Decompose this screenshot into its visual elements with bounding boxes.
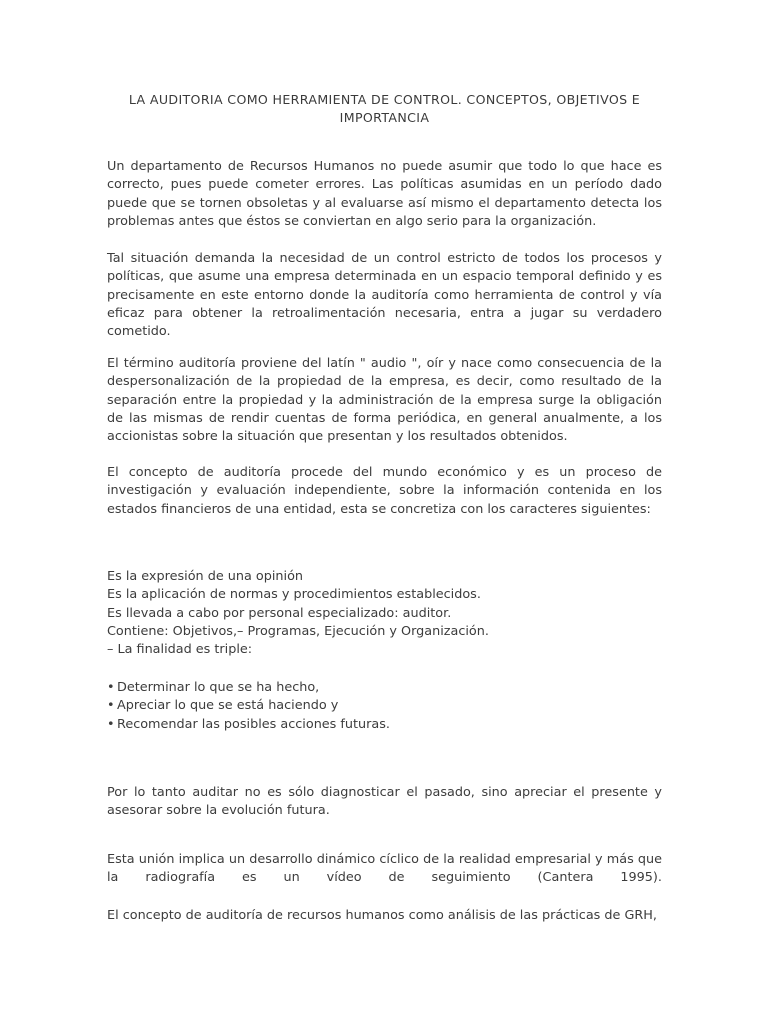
bullet-icon: • [107, 698, 115, 714]
paragraph-6: Esta unión implica un desarrollo dinámico cíclico de la realidad empresarial y más que la radiografía es un vídeo de seguimiento (Cantera 1995). [107, 852, 662, 886]
paragraph-2: Tal situación demanda la necesidad de un control estricto de todos los procesos y políticas, que asume una empresa determinada en un espacio temporal definido y es precisamente en este entorno donde la auditoría como herramienta de control y vía eficaz para obtener la retroalimentación necesaria, entra a jugar su verdadero cometido. [107, 251, 662, 340]
list-item [107, 679, 662, 697]
paragraph-1: Un departamento de Recursos Humanos no puede asumir que todo lo que hace es correcto, pues puede cometer errores. Las políticas asumidas en un período dado puede que se tornen obsoletas y al evaluarse así mismo el departamento detecta los problemas antes que éstos se conviertan en algo serio para la organización. [107, 159, 662, 229]
list-item: – La finalidad es triple: [107, 642, 253, 658]
bullet-icon: • [107, 680, 115, 695]
list-item: Contiene: Objetivos,– Programas, Ejecución y Organización. [107, 623, 489, 639]
list-item: Es la aplicación de normas y procedimientos establecidos. [107, 587, 481, 603]
list-item-text: Apreciar lo que se está haciendo y [117, 698, 339, 714]
list-item-text: Determinar lo que se ha hecho, [117, 680, 320, 695]
list-item: Es llevada a cabo por personal especializado: auditor. [107, 605, 452, 621]
purposes-list [107, 679, 662, 734]
paragraph-7: El concepto de auditoría de recursos humanos como análisis de las prácticas de GRH, [107, 908, 657, 923]
list-item [107, 697, 662, 715]
characteristics-list [107, 568, 662, 659]
list-item-text: Recomendar las posibles acciones futuras. [117, 716, 390, 732]
document-title: LA AUDITORIA COMO HERRAMIENTA DE CONTROL. CONCEPTOS, OBJETIVOS E IMPORTANCIA [128, 92, 641, 125]
paragraph-4: El concepto de auditoría procede del mundo económico y es un proceso de investigación y evaluación independiente, sobre la información contenida en los estados financieros de una entidad, esta se concretiza con los caracteres siguientes: [107, 465, 662, 517]
paragraph-3: El término auditoría proviene del latín " audio ", oír y nace como consecuencia de la despersonalización de la propiedad de la empresa, es decir, como resultado de la separación entre la propiedad y la administración de la empresa surge la obligación de las mismas de rendir cuentas de forma periódica, en general anualmente, a los accionistas sobre la situación que presentan y los resultados obtenidos. [107, 356, 662, 445]
list-item: Es la expresión de una opinión [107, 569, 304, 584]
paragraph-5: Por lo tanto auditar no es sólo diagnosticar el pasado, sino apreciar el presente y asesorar sobre la evolución futura. [107, 785, 662, 819]
list-item [107, 716, 662, 734]
bullet-icon: • [107, 716, 115, 732]
